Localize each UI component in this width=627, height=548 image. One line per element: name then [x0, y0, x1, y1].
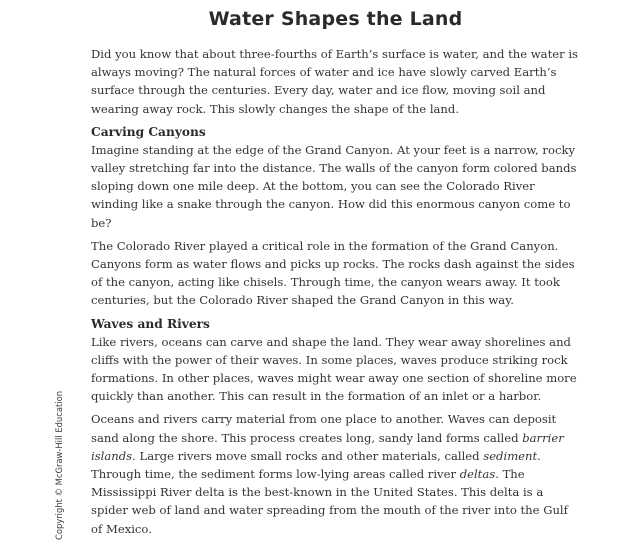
carving-canyons-paragraph-1: Imagine standing at the edge of the Grand Canyon. At your feet is a narrow, rocky valley stretching far into the distance. The walls of the canyon form colored bands sloping down one mile deep. At the bottom, you can see the Colorado River winding like a snake through the canyon. How did this enormous canyon come to be? — [91, 142, 577, 230]
paragraph-text: . Through time, the sediment forms low-lying areas called river — [91, 448, 541, 482]
term-deltas: deltas — [459, 467, 496, 482]
paragraph-text: . The Mississippi River delta is the best-known in the United States. This delta is a spider web of land and water spreading from the mouth of the river into the Gulf of Mexico. — [91, 467, 568, 536]
term-barrier-islands: barrier islands — [91, 430, 564, 463]
paragraph-text: . Large rivers move small rocks and other materials, called — [132, 448, 484, 463]
section-heading-waves-and-rivers: Waves and Rivers — [91, 316, 210, 331]
section-heading-carving-canyons: Carving Canyons — [91, 124, 206, 139]
waves-rivers-paragraph-2 — [91, 410, 581, 537]
carving-canyons-paragraph-2: The Colorado River played a critical role in the formation of the Grand Canyon. Canyons form as water flows and picks up rocks. The rocks dash against the sides of the canyon, acting like chisels. Through time, the canyon wears away. It took centuries, but the Colorado River shaped the Grand Canyon in this way. — [91, 238, 575, 308]
article-body — [91, 45, 581, 543]
intro-paragraph: Did you know that about three-fourths of Earth’s surface is water, and the water is always moving? The natural forces of water and ice have slowly carved Earth’s surface through the centuries. Every day, water and ice flow, moving soil and wearing away rock. This slowly changes the shape of the land. — [91, 47, 578, 116]
paragraph-text: Oceans and rivers carry material from one place to another. Waves can deposit sand along the shore. This process creates long, sandy land forms called — [91, 412, 557, 445]
copyright-notice: Copyright © McGraw-Hill Education — [54, 390, 64, 540]
term-sediment: sediment — [483, 448, 538, 463]
page-title: Water Shapes the Land — [208, 8, 463, 30]
waves-rivers-paragraph-1: Like rivers, oceans can carve and shape the land. They wear away shorelines and cliffs with the power of their waves. In some places, waves produce striking rock formations. In other places, waves might wear away one section of shoreline more quickly than another. This can result in the formation of an inlet or a harbor. — [91, 334, 577, 404]
